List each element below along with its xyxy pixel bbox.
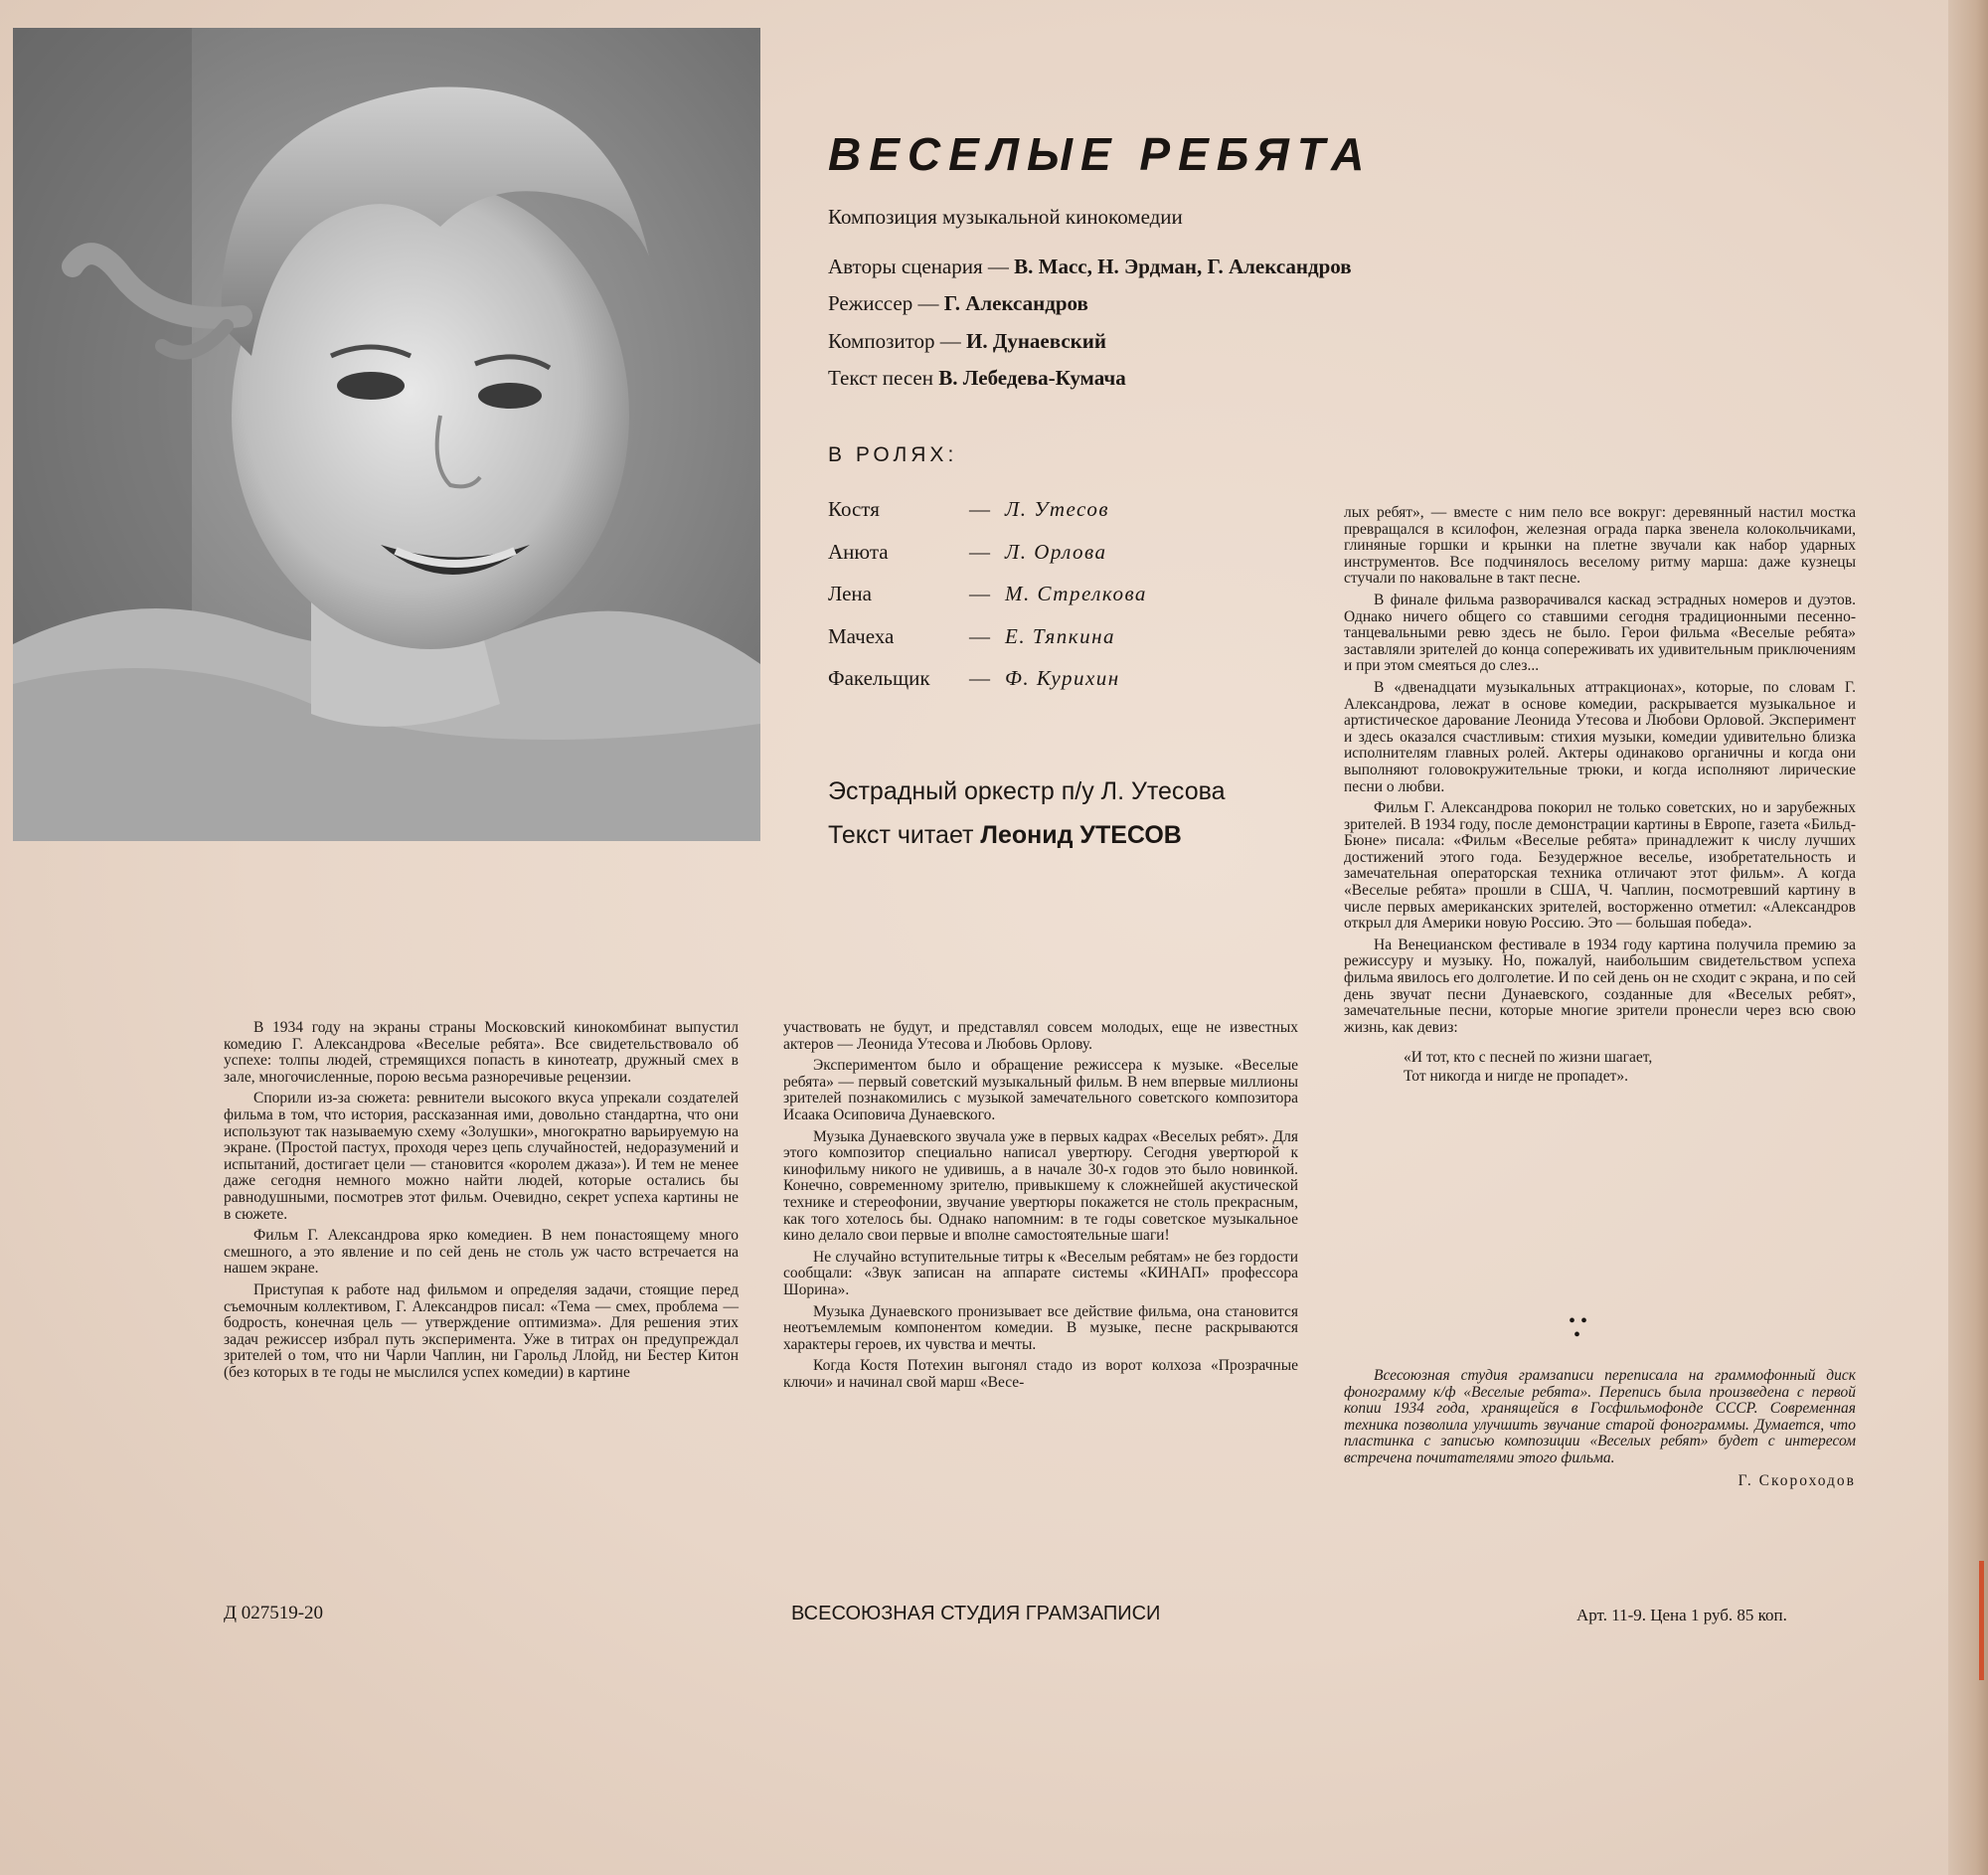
credit-lyrics: [828, 366, 1126, 391]
cast-actor: М. Стрелкова: [1005, 582, 1147, 605]
actress-portrait-photo: [13, 28, 760, 841]
article-paragraph: В «двенадцати музыкальных аттракционах», которые, по словам Г. Александрова, лежат в основе комедии, раскрывается музыкальное и артистическое дарование Леонида Утесова и Любови Орловой. Эксперимент и здесь оказался счастливым: стихия музыки, комедии удивительно близка исполнителям главных ролей. Актеры одинаково органичны и когда они выполняют головокружительные трюки, и когда исполняют лирические песни о любви.: [1344, 678, 1856, 795]
credit-director: [828, 291, 1088, 316]
article-paragraph: лых ребят», — вместе с ним пело все вокруг: деревянный настил мостка превращался в ксилофон, железная ограда парка звенела колокольчиками, глиняные горшки и крынки на плетне звучали как набор ударных инструментов. Все подчинялось веселому ритму марша: даже кузнецы стучали по наковальне в такт песне.: [1344, 504, 1856, 588]
album-title: ВЕСЕЛЫЕ РЕБЯТА: [828, 128, 1373, 180]
article-column-3: [1344, 505, 1856, 1086]
reader-credit: [828, 821, 1182, 850]
price-label: Арт. 11-9. Цена 1 руб. 85 коп.: [1576, 1606, 1787, 1624]
cast-dash: —: [969, 540, 990, 564]
credit-label: Авторы сценария —: [828, 255, 1015, 278]
song-verse-line: Тот никогда и нигде не пропадет».: [1404, 1068, 1628, 1085]
article-paragraph: Фильм Г. Александрова ярко комедиен. В нем понастоящему много смешного, а это явление и по сей день не столь уж часто встречается на нашем экране.: [224, 1227, 739, 1278]
cast-role: Лена: [828, 582, 872, 605]
cast-dash: —: [969, 666, 990, 690]
author-signature: Г. Скороходов: [1738, 1471, 1856, 1489]
credit-value: В. Лебедева-Кумача: [938, 366, 1126, 390]
article-paragraph: Музыка Дунаевского пронизывает все действие фильма, она становится неотъемлемым компонентом комедии. В музыке, песне раскрываются характеры героев, их чувства и мечты.: [783, 1302, 1298, 1353]
credit-value: В. Масс, Н. Эрдман, Г. Александров: [1014, 255, 1352, 278]
article-paragraph: Приступая к работе над фильмом и определяя задачи, стоящие перед съемочным коллективом, Г. Александров писал: «Тема — смех, проблема — бодрость, конечная цель — утверждение оптимизма». Для решения этих задач режиссер избрал путь эксперимента. Уже в титрах он предупреждал зрителей о том, что ни Чарли Чаплин, ни Гарольд Ллойд, ни Бестер Китон (без которых в те годы не мыслился успех комедии) в картине: [224, 1280, 739, 1381]
cast-actor: Л. Орлова: [1005, 540, 1107, 564]
publisher-note-text: Всесоюзная студия грамзаписи переписала на граммофонный диск фонограмму к/ф «Веселые ребята». Перепись была произведена с первой копии 1934 года, хранящейся в Госфильмофонде СССР. Современная техника позволила улучшить звучание старой фонограммы. Думается, что пластинка с записью композиции «Веселых ребят» будет с интересом встречена почитателями этого фильма.: [1344, 1367, 1856, 1466]
article-paragraph: Спорили из-за сюжета: ревнители высокого вкуса упрекали создателей фильма в том, что история, рассказанная ими, довольно стандартна, что они используют так называемую схему «Золушки», многократно варьируемую на экране. (Простой пастух, проходя через цепь случайностей, недоразумений и испытаний, достигает цели — становится «королем джаза»). И тем не менее даже сегодня немного можно найти людей, которые остались бы равнодушными, посмотрев этот фильм. Очевидно, секрет успеха картины не в сюжете.: [224, 1090, 739, 1223]
credit-screenwriters: [828, 255, 1352, 279]
article-paragraph: В 1934 году на экраны страны Московский кинокомбинат выпустил комедию Г. Александрова «Веселые ребята». Все свидетельствовало об успехе: толпы людей, стремящихся попасть в кинотеатр, дружный смех в зале, многочисленные, порою весьма разноречивые рецензии.: [224, 1019, 739, 1086]
article-paragraph: Не случайно вступительные титры к «Веселым ребятам» не без гордости сообщали: «Звук записан на аппарате системы «КИНАП» профессора Шорина».: [783, 1248, 1298, 1298]
reader-name: Леонид УТЕСОВ: [980, 821, 1182, 849]
article-paragraph: Экспериментом было и обращение режиссера к музыке. «Веселые ребята» — первый советский музыкальный фильм. В нем впервые миллионы зрителей познакомились с музыкой замечательного советского композитора Исаака Осиповича Дунаевского.: [783, 1057, 1298, 1123]
article-column-2: [783, 1020, 1298, 1396]
cast-dash: —: [969, 497, 990, 521]
article-paragraph: Музыка Дунаевского звучала уже в первых кадрах «Веселых ребят». Для этого композитор специально написал увертюру. Сегодня увертюрой к кинофильму никого не удивишь, а в начале 30-х годов это было новинкой. Конечно, современному зрителю, привыкшему к сложнейшей акустической технике и стереофонии, звучание увертюры покажется не столь прекрасным, как того хотелось бы. Однако напомним: в те годы советское музыкальное кино делало свои первые и вполне самостоятельные шаги!: [783, 1127, 1298, 1245]
cast-dash: —: [969, 582, 990, 605]
article-paragraph: Когда Костя Потехин выгонял стадо из ворот колхоза «Прозрачные ключи» и начинал свой марш «Весе-: [783, 1357, 1298, 1391]
cast-actor: Л. Утесов: [1005, 497, 1109, 521]
publisher-note: [1344, 1368, 1856, 1494]
reader-label: Текст читает: [828, 821, 981, 849]
cast-actor: Ф. Курихин: [1005, 666, 1120, 690]
article-paragraph: Фильм Г. Александрова покорил не только советских, но и зарубежных зрителей. В 1934 году, после демонстрации картины в Европе, газета «Бильд-Бюне» писала: «Фильм «Веселые ребята» принадлежит к числу лучших достижений этого года. Безудержное веселье, изобретательность и замечательная операторская техника отличают этот фильм». А когда «Веселые ребята» прошли в США, Ч. Чаплин, посмотревший картину в числе первых американских зрителей, восторженно отметил: «Александров открыл для Америки новую Россию. Это — большая победа».: [1344, 799, 1856, 933]
credit-value: Г. Александров: [943, 291, 1088, 315]
section-separator: • • •: [1569, 1310, 1588, 1346]
sleeve-edge-red-mark: [1979, 1561, 1984, 1680]
credit-label: Композитор —: [828, 329, 967, 353]
cast-actor: Е. Тяпкина: [1005, 624, 1116, 648]
orchestra-credit: Эстрадный оркестр п/у Л. Утесова: [828, 777, 1226, 805]
cast-dash: —: [969, 624, 990, 648]
cast-role: Мачеха: [828, 624, 895, 648]
credit-composer: [828, 329, 1106, 354]
article-paragraph: участвовать не будут, и представлял совсем молодых, еще не известных актеров — Леонида Утесова и Любовь Орлову.: [783, 1019, 1298, 1053]
article-paragraph: В финале фильма разворачивался каскад эстрадных номеров и дуэтов. Однако ничего общего со ставшими сегодня традиционными песенно-танцевальными ревю здесь не было. Герои фильма «Веселые ребята» заставляли зрителей до конца сопереживать их удивительным приключениям и при этом смеяться до слез...: [1344, 591, 1856, 675]
album-subtitle: Композиция музыкальной кинокомедии: [828, 205, 1183, 229]
cast-role: Факельщик: [828, 666, 930, 690]
article-paragraph: На Венецианском фестивале в 1934 году картина получила премию за режиссуру и музыку. Но, пожалуй, наибольшим свидетельством успеха фильма явилось его долголетие. И по сей день он не сходит с экрана, и по сей день звучат песни Дунаевского, созданные для «Веселых ребят», замечательные песни, которые многие зрители пронесли через всю свою жизнь, как девиз:: [1344, 936, 1856, 1036]
credit-label: Режиссер —: [828, 291, 944, 315]
publisher-name: ВСЕСОЮЗНАЯ СТУДИЯ ГРАМЗАПИСИ: [791, 1603, 1161, 1624]
cast-role: Анюта: [828, 540, 889, 564]
article-column-1: [224, 1020, 739, 1386]
cast-role: Костя: [828, 497, 880, 521]
catalog-number: Д 027519-20: [224, 1603, 324, 1623]
credit-value: И. Дунаевский: [966, 329, 1106, 353]
cast-heading: В РОЛЯХ:: [828, 443, 958, 466]
song-verse-line: «И тот, кто с песней по жизни шагает,: [1404, 1049, 1653, 1067]
credit-label: Текст песен: [828, 366, 939, 390]
